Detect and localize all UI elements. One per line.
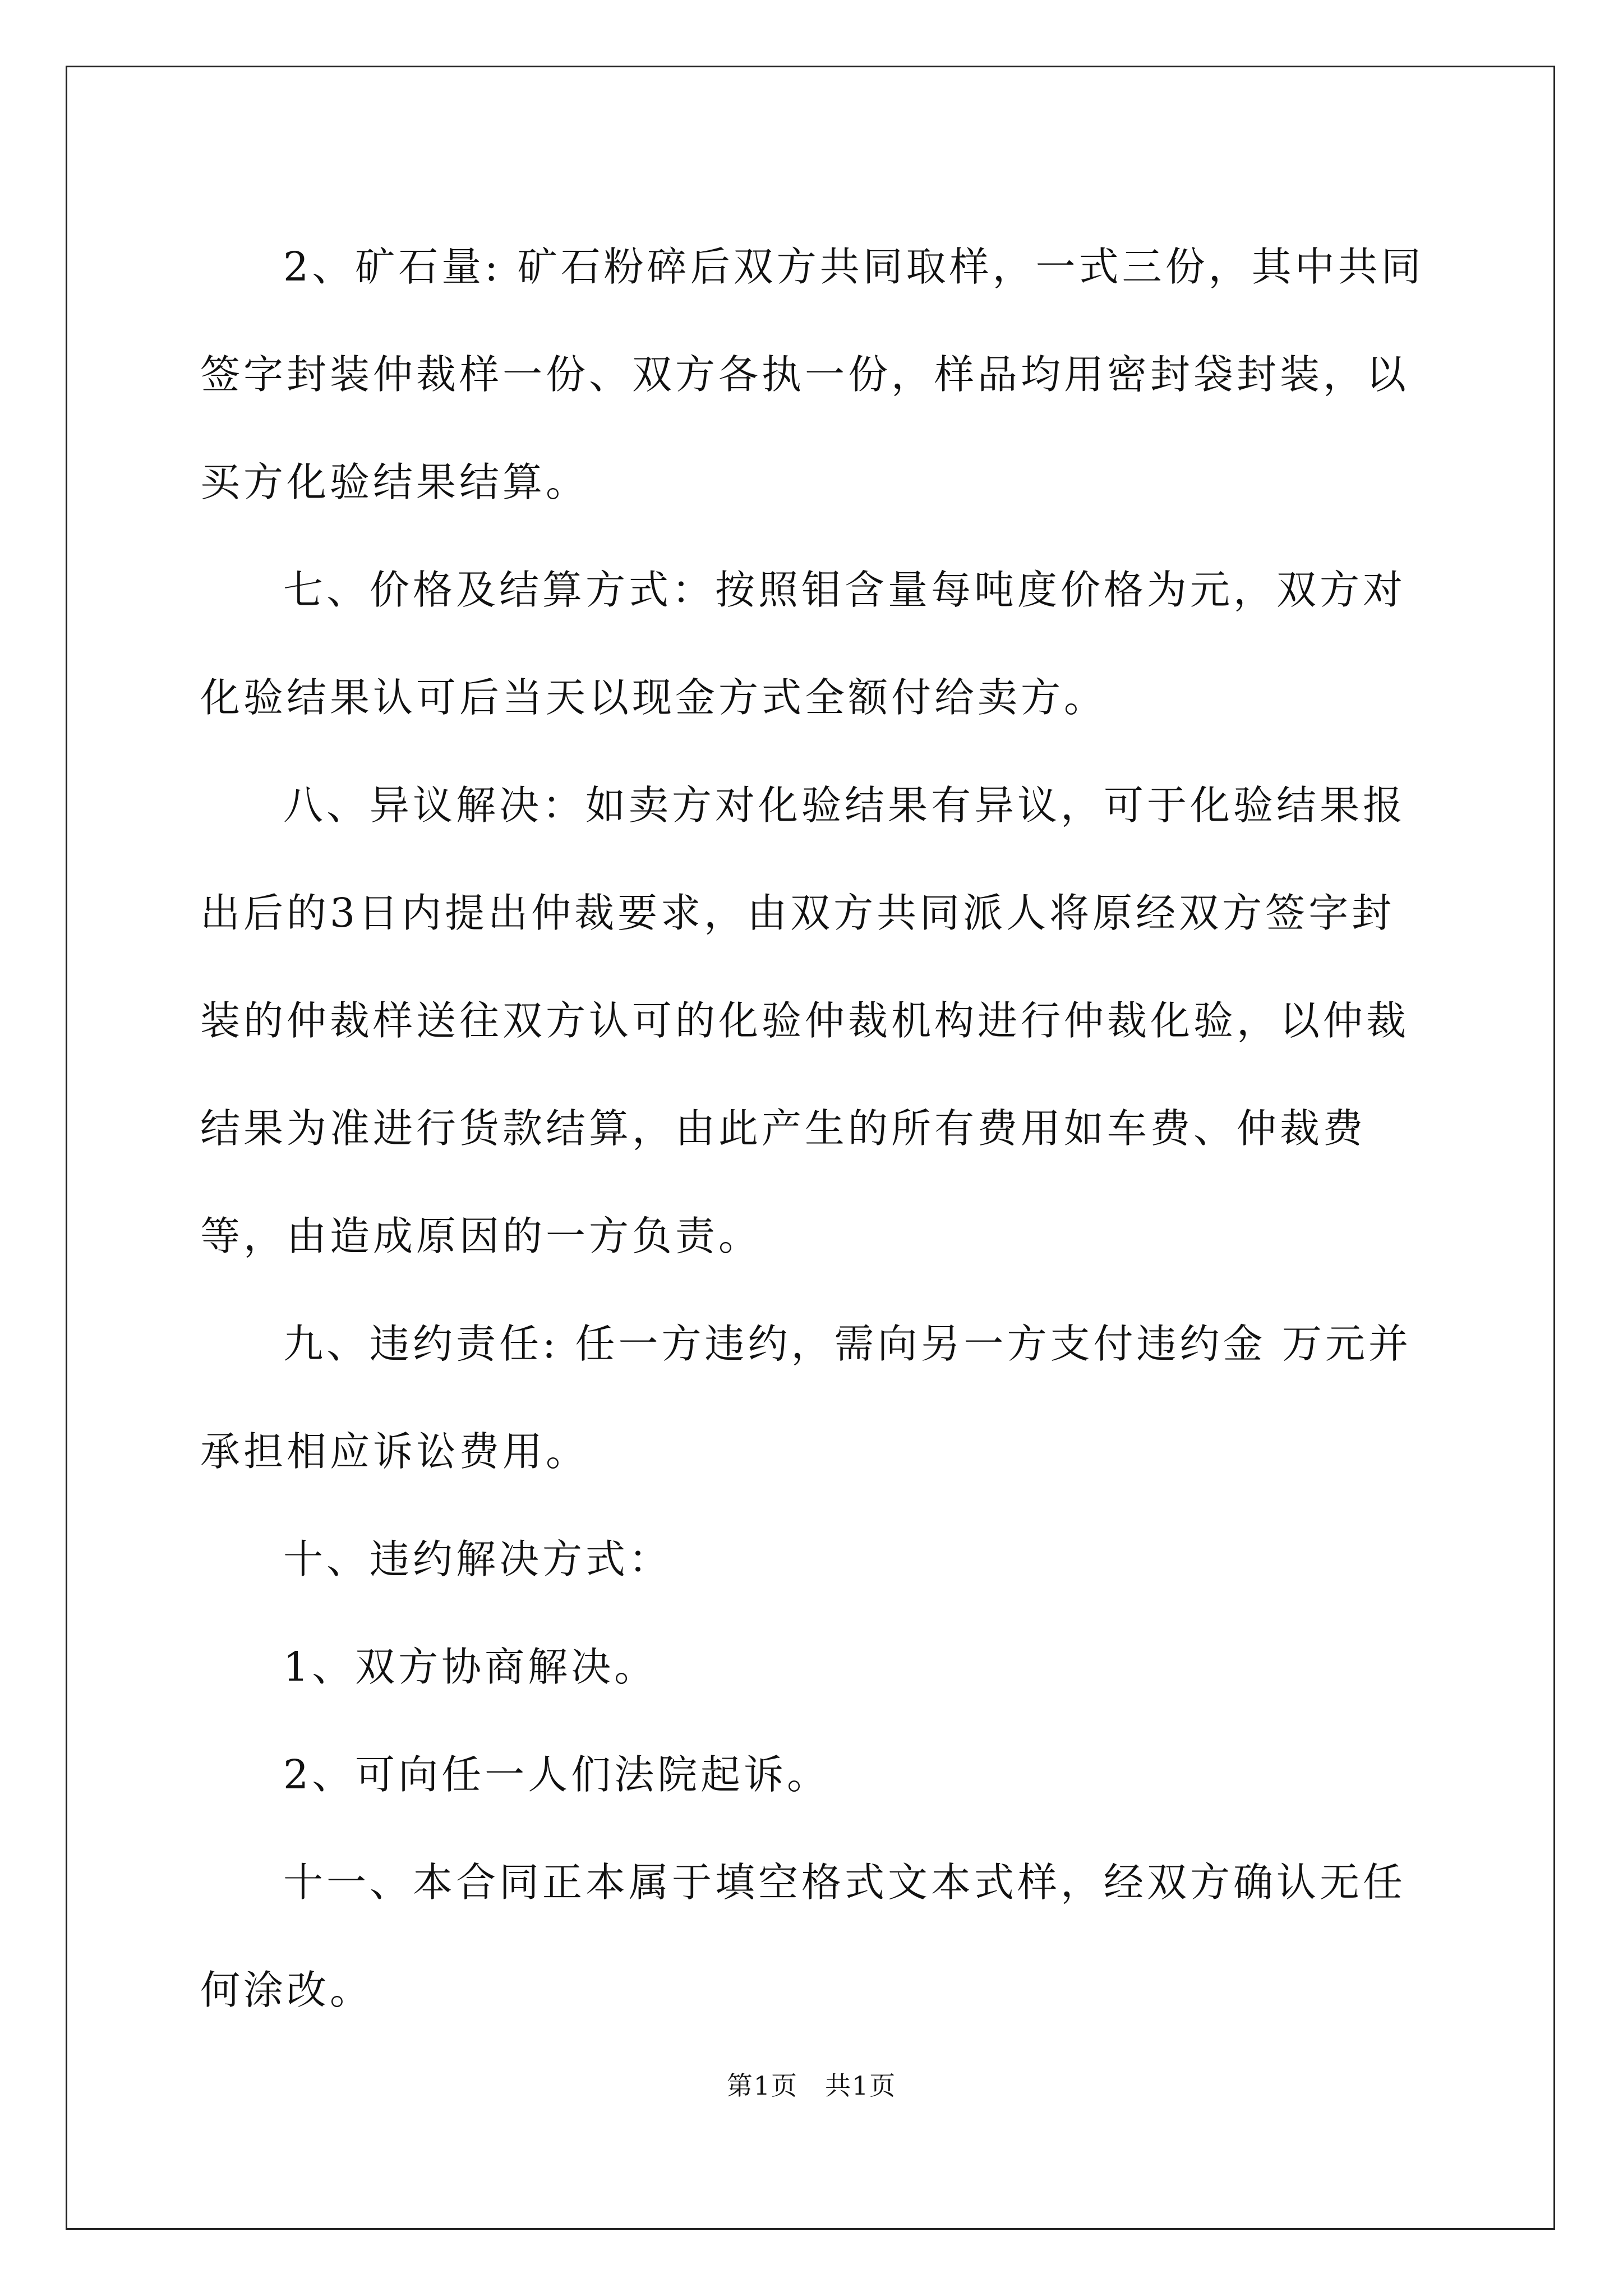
paragraph-breach-liability: 九、违约责任: 任一方违约，需向另一方支付违约金 万元并承担相应诉讼费用。 [200, 1320, 1412, 1475]
paragraph-price-settlement: 七、价格及结算方式：按照钼含量每吨度价格为元，双方对化验结果认可后当天以现金方式全额付给卖方。 [200, 567, 1407, 721]
paragraph-ore-quantity: 2、矿石量: 矿石粉碎后双方共同取样，一式三份，其中共同签字封装仲裁样一份、双方各执一份，样品均用密封袋封装，以买方化验结果结算。 [200, 243, 1424, 505]
document-body [200, 213, 1428, 2044]
paragraph-dispute-resolution: 八、异议解决：如卖方对化验结果有异议，可于化验结果报出后的3日内提出仲裁要求，由双方共同派人将原经双方签字封装的仲裁样送往双方认可的化验仲裁机构进行仲裁化验，以仲裁结果为准进行货款结算，由此产生的所有费用如车费、仲裁费等，由造成原因的一方负责。 [200, 782, 1410, 1259]
page-footer: 第1页 共1页 [726, 2070, 897, 2101]
paragraph-breach-resolution-heading: 十、违约解决方式： [283, 1536, 672, 1582]
paragraph-lawsuit: 2、可向任一人们法院起诉。 [283, 1751, 831, 1798]
paragraph-negotiation: 1、双方协商解决。 [283, 1644, 658, 1690]
paragraph-contract-original: 十一、本合同正本属于填空格式文本式样，经双方确认无任何涂改。 [200, 1859, 1407, 2013]
